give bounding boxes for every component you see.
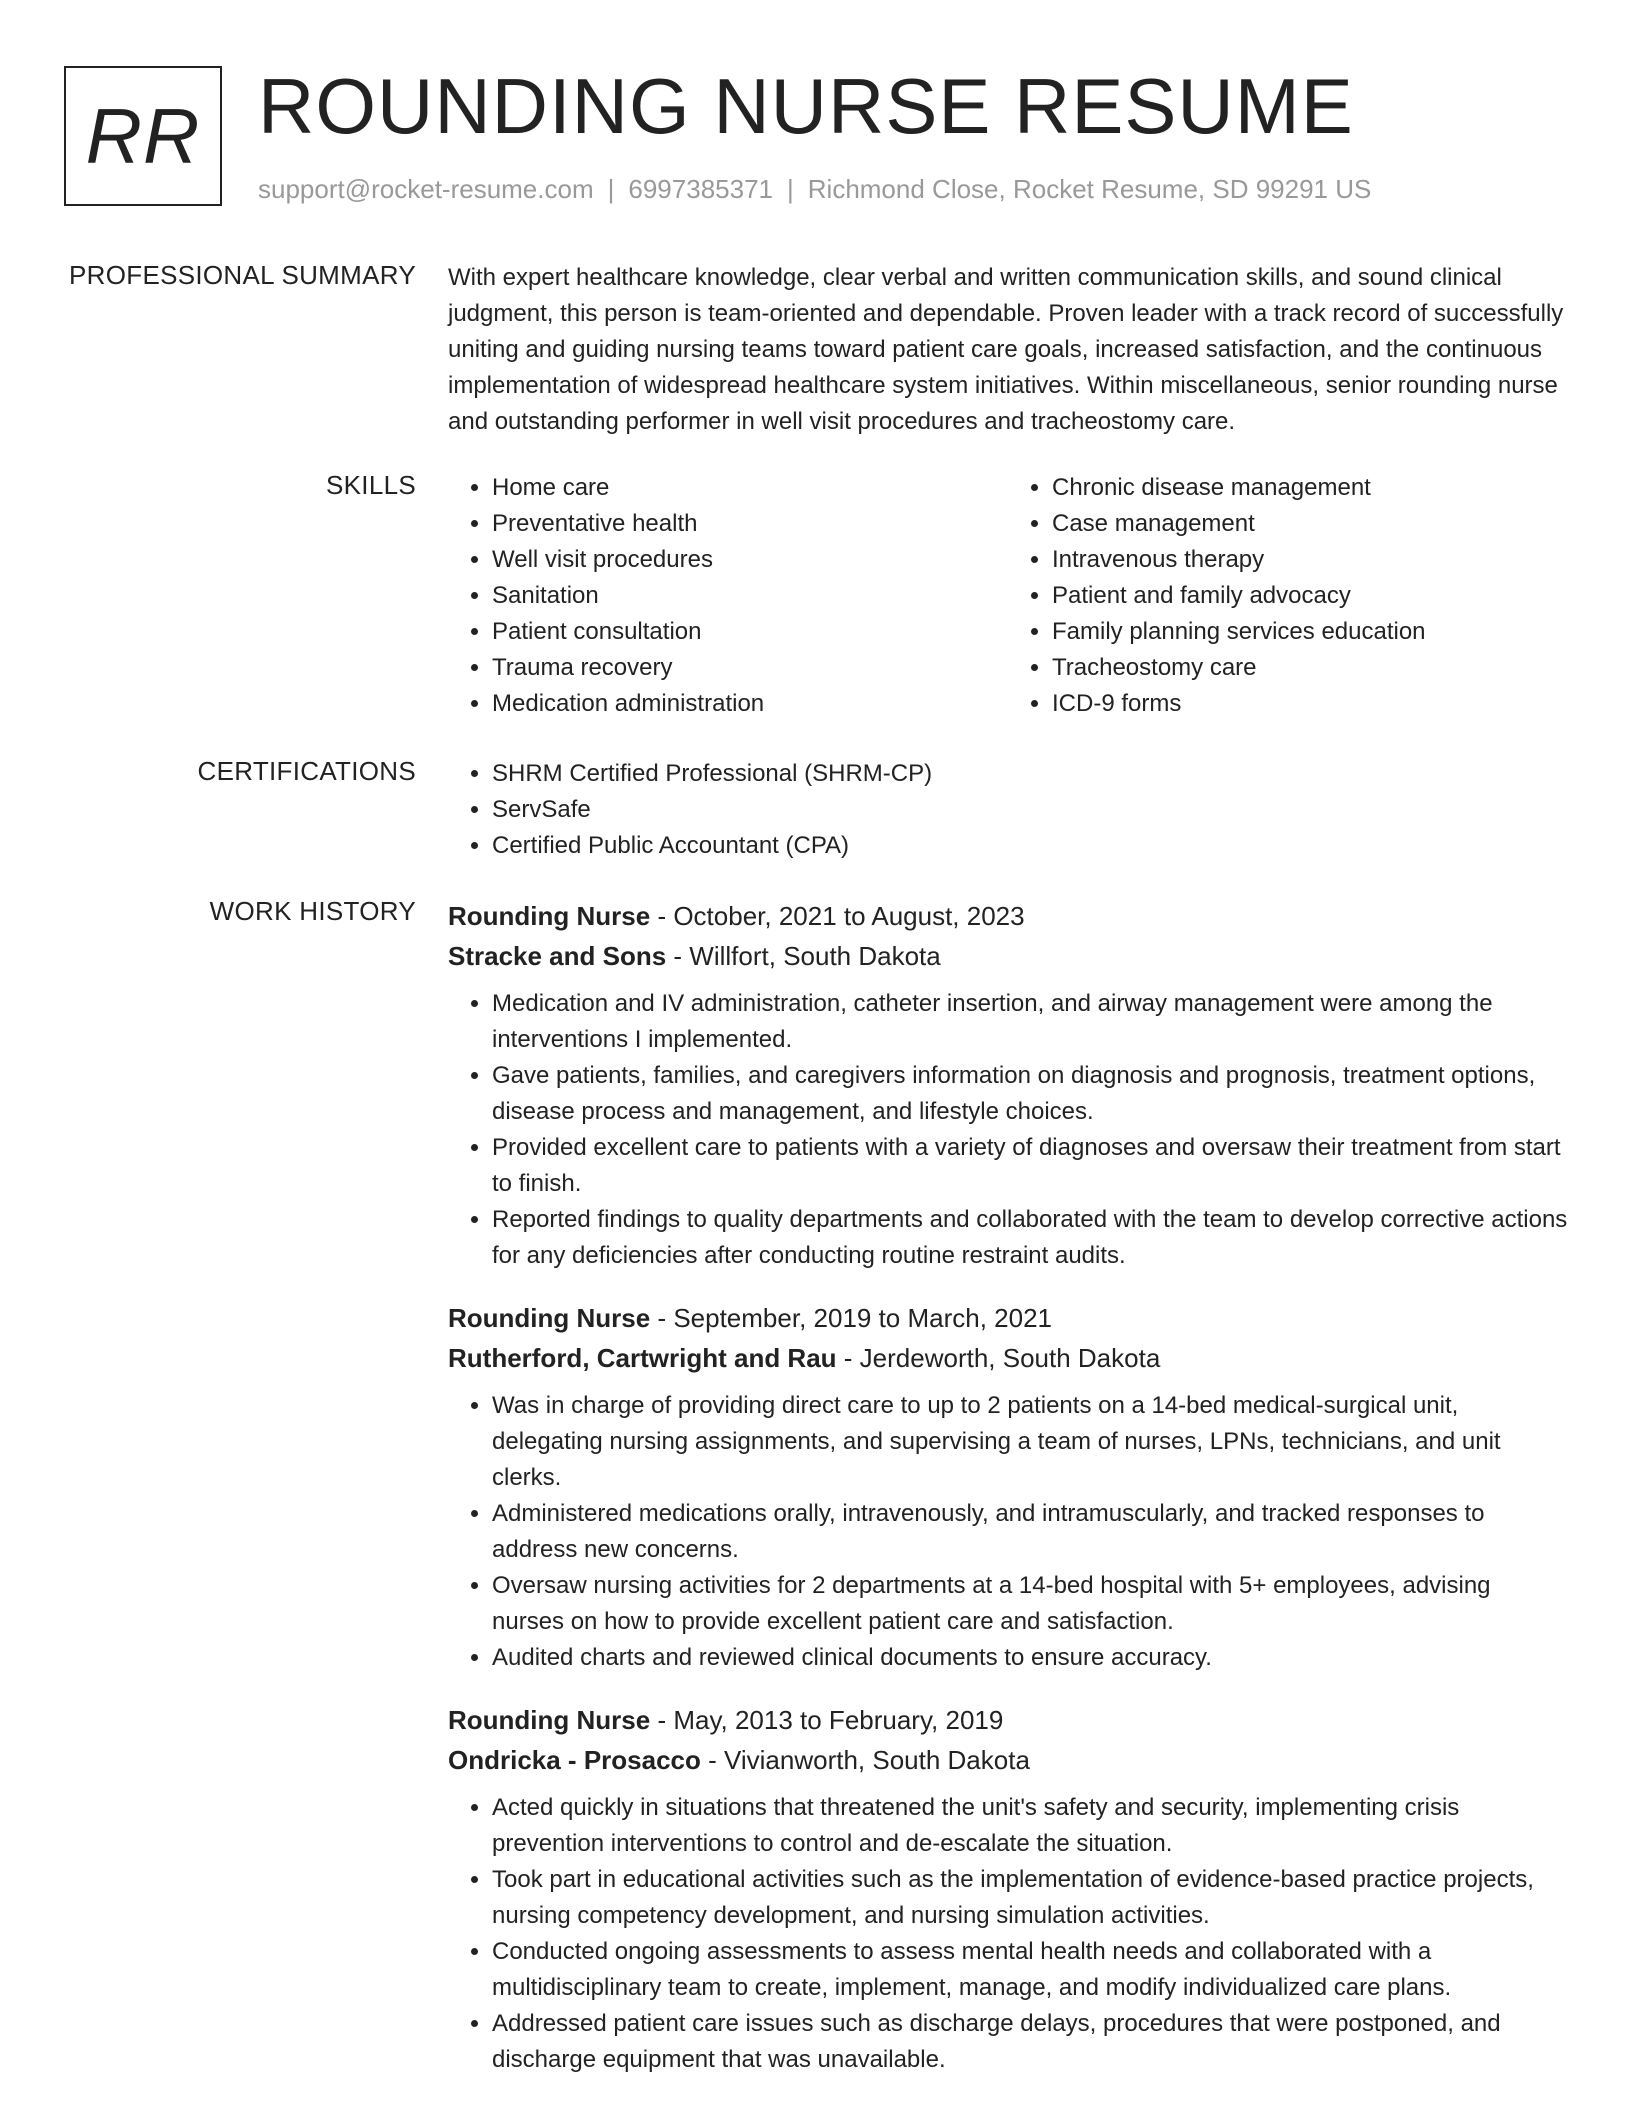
certifications-list xyxy=(448,756,1568,864)
list-item: • Patient and family advocacy xyxy=(1052,578,1568,614)
summary-section xyxy=(64,260,1568,440)
job-title-line xyxy=(448,896,1568,936)
section-label-work-history: WORK HISTORY xyxy=(209,896,416,926)
job-company: Ondricka - Prosacco xyxy=(448,1745,701,1775)
list-item: • Medication and IV administration, catheter insertion, and airway management were among the interventions I implemented. xyxy=(492,986,1568,1058)
job-title: Rounding Nurse xyxy=(448,901,651,931)
list-item: • Was in charge of providing direct care to up to 2 patients on a 14-bed medical-surgical unit, delegating nursing assignments, and supervising a team of nurses, LPNs, technicians, and unit clerks. xyxy=(492,1388,1568,1496)
list-item: • Provided excellent care to patients with a variety of diagnoses and oversaw their treatment from start to finish. xyxy=(492,1130,1568,1202)
list-item: • Conducted ongoing assessments to assess mental health needs and collaborated with a multidisciplinary team to create, implement, manage, and modify individualized care plans. xyxy=(492,1934,1568,2006)
contact-email[interactable]: support@rocket-resume.com xyxy=(258,174,594,204)
work-history-body xyxy=(448,896,1568,2102)
list-item: • Reported findings to quality departments and collaborated with the team to develop corrective actions for any deficiencies after conducting routine restraint audits. xyxy=(492,1202,1568,1274)
list-item: • Certified Public Accountant (CPA) xyxy=(492,828,1568,864)
job-bullets xyxy=(448,986,1568,1274)
job-title-line xyxy=(448,1298,1568,1338)
job-company: Rutherford, Cartwright and Rau xyxy=(448,1343,837,1373)
separator: | xyxy=(607,174,615,204)
list-item: • Took part in educational activities such as the implementation of evidence-based practice projects, nursing competency development, and nursing simulation activities. xyxy=(492,1862,1568,1934)
list-item: • Acted quickly in situations that threatened the unit's safety and security, implementing crisis prevention interventions to control and de-escalate the situation. xyxy=(492,1790,1568,1862)
list-item: • Gave patients, families, and caregivers information on diagnosis and prognosis, treatment options, disease process and management, and lifestyle choices. xyxy=(492,1058,1568,1130)
page-title: ROUNDING NURSE RESUME xyxy=(258,62,1354,150)
list-item: • SHRM Certified Professional (SHRM-CP) xyxy=(492,756,1568,792)
skills-section xyxy=(64,470,1568,730)
list-item: • Audited charts and reviewed clinical documents to ensure accuracy. xyxy=(492,1640,1568,1676)
section-label-certifications: CERTIFICATIONS xyxy=(197,756,416,786)
certifications-section xyxy=(64,756,1568,876)
skills-list-right xyxy=(1008,470,1568,722)
list-item: • Well visit procedures xyxy=(492,542,1008,578)
job-dates: - May, 2013 to February, 2019 xyxy=(650,1705,1004,1735)
job-dates: - September, 2019 to March, 2021 xyxy=(650,1303,1053,1333)
list-item: • Medication administration xyxy=(492,686,1008,722)
work-history-section xyxy=(64,896,1568,2096)
list-item: • Preventative health xyxy=(492,506,1008,542)
job-title: Rounding Nurse xyxy=(448,1303,651,1333)
job-bullets xyxy=(448,1790,1568,2078)
list-item: • Sanitation xyxy=(492,578,1008,614)
job-entry xyxy=(448,896,1568,1274)
job-company-line xyxy=(448,1338,1568,1378)
section-label-skills: SKILLS xyxy=(326,470,416,500)
list-item: • Case management xyxy=(1052,506,1568,542)
list-item: • Intravenous therapy xyxy=(1052,542,1568,578)
list-item: • Administered medications orally, intravenously, and intramuscularly, and tracked responses to address new concerns. xyxy=(492,1496,1568,1568)
resume-header xyxy=(64,62,1584,216)
contact-phone[interactable]: 6997385371 xyxy=(628,174,773,204)
job-entry xyxy=(448,1298,1568,1676)
job-title-line xyxy=(448,1700,1568,1740)
certifications-body xyxy=(448,756,1568,864)
list-item: • ServSafe xyxy=(492,792,1568,828)
section-label-summary: PROFESSIONAL SUMMARY xyxy=(69,260,416,290)
job-entry xyxy=(448,1700,1568,2078)
list-item: • Chronic disease management xyxy=(1052,470,1568,506)
contact-line xyxy=(258,174,1371,205)
job-company: Stracke and Sons xyxy=(448,941,667,971)
job-title: Rounding Nurse xyxy=(448,1705,651,1735)
list-item: • Trauma recovery xyxy=(492,650,1008,686)
monogram-logo: RR xyxy=(64,66,222,206)
job-company-line xyxy=(448,1740,1568,1780)
skills-list-left xyxy=(448,470,1008,722)
list-item: • Home care xyxy=(492,470,1008,506)
list-item: • Patient consultation xyxy=(492,614,1008,650)
job-dates: - October, 2021 to August, 2023 xyxy=(650,901,1025,931)
contact-address: Richmond Close, Rocket Resume, SD 99291 US xyxy=(807,174,1372,204)
skills-body xyxy=(448,470,1568,722)
list-item: • ICD-9 forms xyxy=(1052,686,1568,722)
summary-text: With expert healthcare knowledge, clear verbal and written communication skills, and sound clinical judgment, this person is team-oriented and dependable. Proven leader with a track record of successfully uniting and guiding nursing teams toward patient care goals, increased satisfaction, and the continuous implementation of widespread healthcare system initiatives. Within miscellaneous, senior rounding nurse and outstanding performer in well visit procedures and tracheostomy care. xyxy=(448,264,1564,435)
summary-body xyxy=(448,260,1568,440)
list-item: • Tracheostomy care xyxy=(1052,650,1568,686)
list-item: • Addressed patient care issues such as discharge delays, procedures that were postponed, and discharge equipment that was unavailable. xyxy=(492,2006,1568,2078)
separator: | xyxy=(787,174,794,204)
list-item: • Family planning services education xyxy=(1052,614,1568,650)
job-bullets xyxy=(448,1388,1568,1676)
job-company-line xyxy=(448,936,1568,976)
job-location: - Jerdeworth, South Dakota xyxy=(836,1343,1161,1373)
job-location: - Willfort, South Dakota xyxy=(666,941,941,971)
list-item: • Oversaw nursing activities for 2 departments at a 14-bed hospital with 5+ employees, advising nurses on how to provide excellent patient care and satisfaction. xyxy=(492,1568,1568,1640)
job-location: - Vivianworth, South Dakota xyxy=(700,1745,1030,1775)
